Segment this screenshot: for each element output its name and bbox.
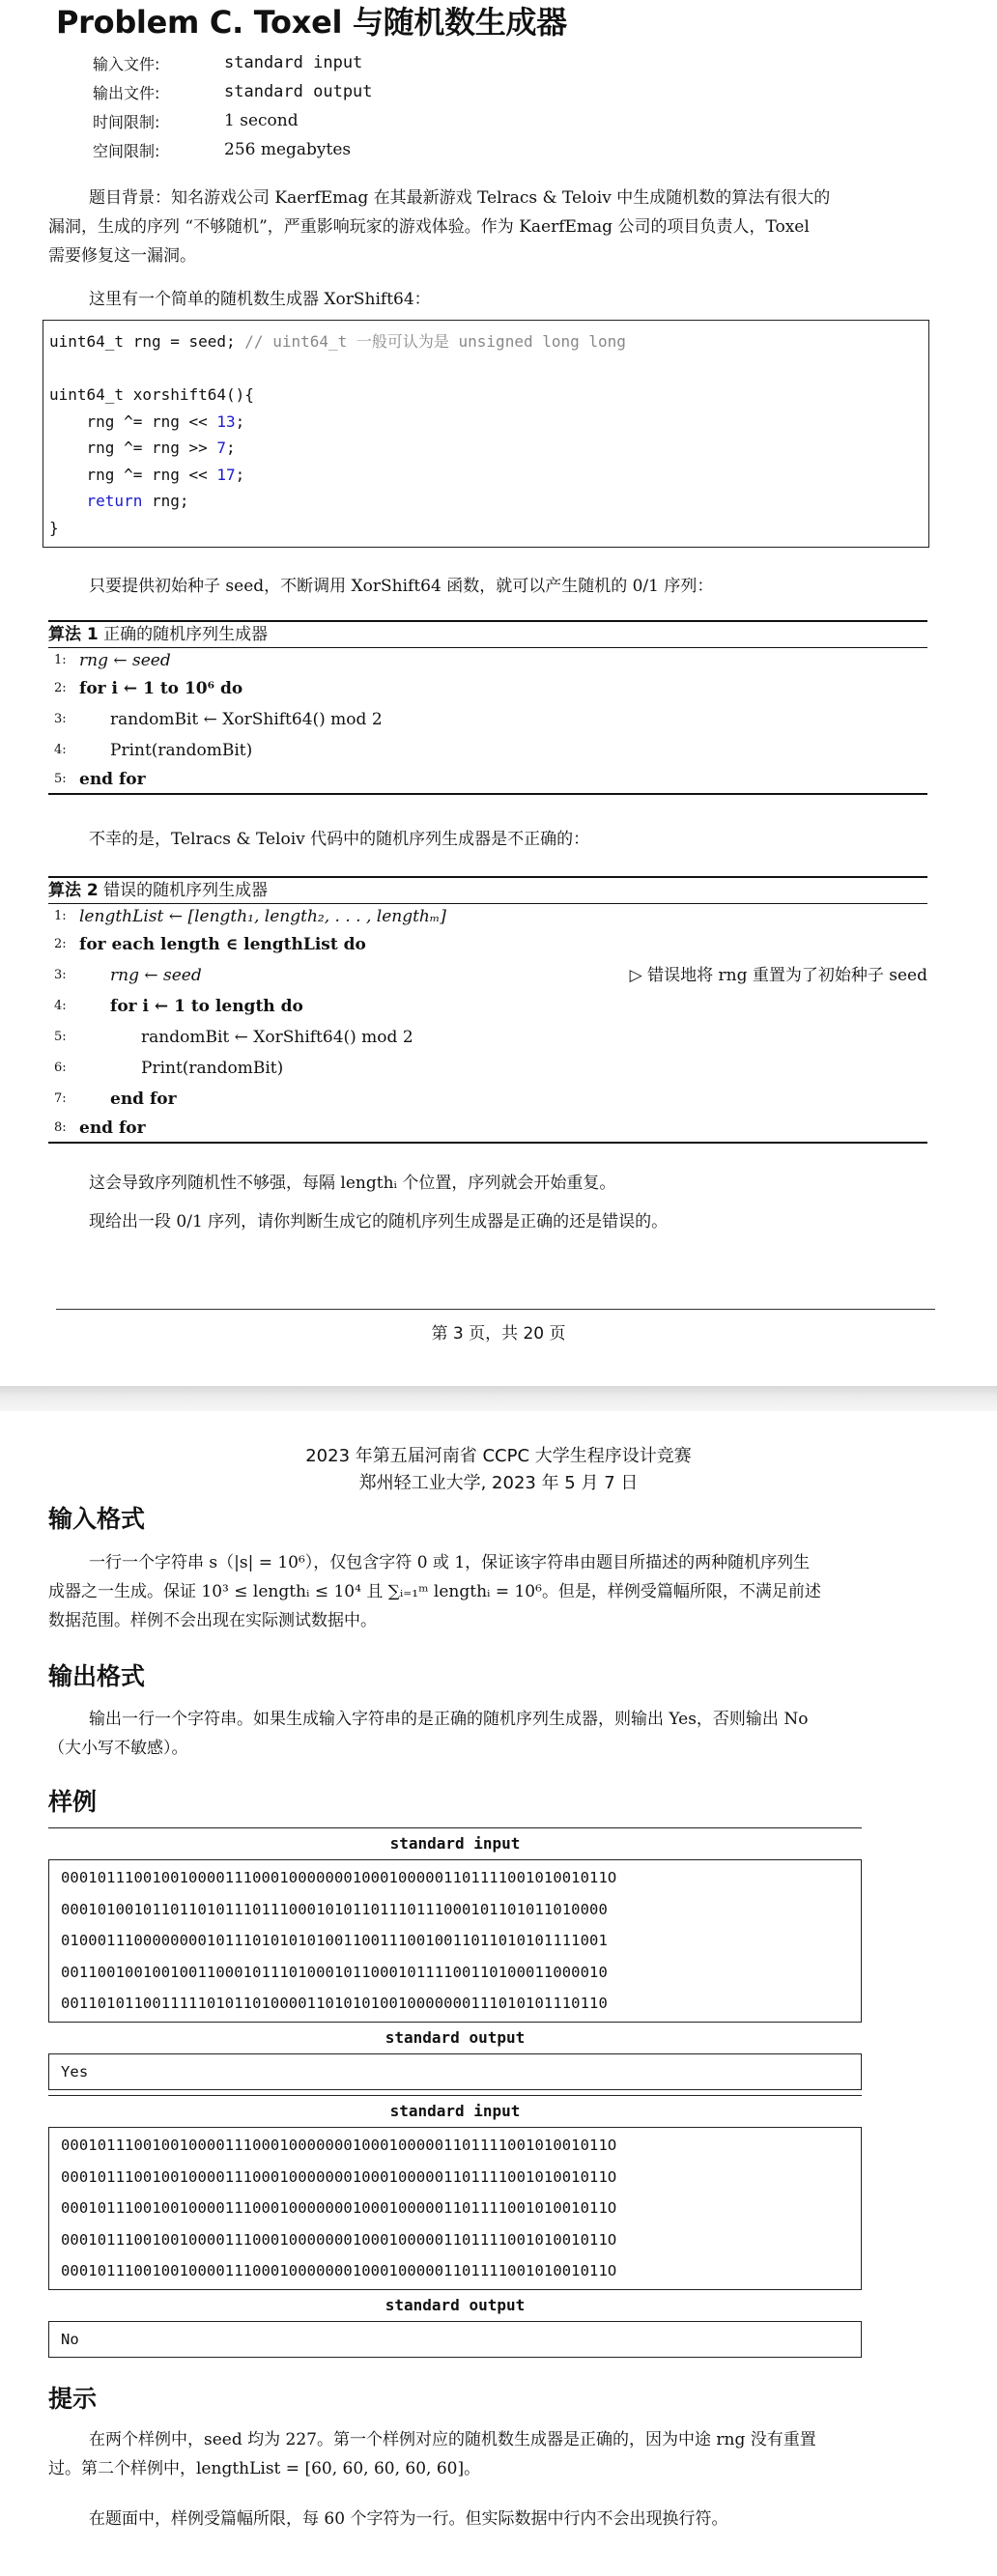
sample-line: 001100100100100110001011101000101100010111100110100011000010 [61, 1963, 608, 1981]
code-line: uint64_t xorshift64(){ [49, 385, 254, 404]
problem-meta [93, 48, 373, 164]
background-line: 题目背景：知名游戏公司 KaerfEmag 在其最新游戏 Telracs & Teloiv 中生成随机数的算法有很大的 [89, 188, 831, 208]
hint-paragraph: 在两个样例中，seed 均为 227。第一个样例对应的随机数生成器是正确的，因为中途 rng 没有重置 过。第二个样例中，lengthList = [60, 60, 60, 60, 60]。 [48, 2430, 816, 2478]
sample-line: 000101110010010000111000100000001000100000110111100101001011O [61, 2199, 617, 2217]
sample-line: 000101110010010000111000100000001000100000110111100101001011O [61, 2230, 617, 2249]
sample-input-label: standard input [48, 2095, 862, 2128]
meta-row [93, 135, 373, 164]
algorithm-caption: 算法 1 正确的随机序列生成器 [48, 625, 269, 644]
contest-subheader: 郑州轻工业大学, 2023 年 5 月 7 日 [358, 1473, 639, 1493]
sample-1 [48, 1827, 862, 2090]
sample-line: 000101001011011010111011100010101101110111000101101011010000 [61, 1900, 608, 1918]
algorithm-line: 2: for each length ∈ lengthList do [54, 935, 366, 954]
code-line [49, 355, 923, 382]
input-paragraph: 一行一个字符串 s（|s| = 10⁶），仅包含字符 0 或 1，保证该字符串由题目所描述的两种随机序列生 成器之一生成。保证 10³ ≤ lengthᵢ ≤ 10⁴ 且 ∑ᵢ₌₁ᵐ lengthᵢ = 10⁶。但是，样例受篇幅所限，不满足前述 数据范围。样例不会出现在实际测试数据中。 [48, 1553, 821, 1630]
code-comment: // uint64_t 一般可认为是 unsigned long long [244, 332, 626, 351]
algorithm-line: 3: rng ← seed ▷ 错误地将 rng 重置为了初始种子 seed [48, 960, 927, 991]
sample-line: 010001110000000010111010101010011001110010011011010101111001 [61, 1932, 608, 1949]
algorithm-comment: ▷ 错误地将 rng 重置为了初始种子 seed [629, 966, 927, 985]
sample-output [48, 2054, 862, 2091]
page-footer: 第 3 页，共 20 页 [431, 1324, 566, 1344]
code-line: rng ^= rng >> 7; [49, 439, 236, 457]
algorithm-line: 6: Print(randomBit) [54, 1059, 284, 1078]
sample-output-label: standard output [48, 2289, 862, 2322]
section-title-input: 输入格式 [48, 1505, 146, 1533]
code-line: uint64_t rng = seed; // uint64_t 一般可认为是 unsigned long long [49, 332, 626, 351]
algorithm-line: 1: lengthList ← [length₁, length₂, . . . , lengthₘ] [54, 907, 446, 926]
meta-row [93, 48, 373, 77]
section-title-samples: 样例 [48, 1788, 98, 1816]
output-paragraph: 输出一行一个字符串。如果生成输入字符串的是正确的随机序列生成器，则输出 Yes，否则输出 No （大小写不敏感）。 [48, 1710, 809, 1758]
sample-line: 000101110010010000111000100000001000100000110111100101001011O [61, 2262, 617, 2279]
task-text: 现给出一段 0/1 序列，请你判断生成它的随机序列生成器是正确的还是错误的。 [89, 1212, 669, 1231]
code-block [43, 320, 929, 548]
sample-input [48, 1860, 862, 2022]
sample-2 [48, 2095, 862, 2358]
meta-value: 256 megabytes [224, 140, 352, 159]
background-line: 漏洞，生成的序列 “不够随机”，严重影响玩家的游戏体验。作为 KaerfEmag 公司的项目负责人，Toxel [48, 217, 810, 237]
meta-label: 时间限制: [93, 112, 160, 131]
code-line: } [49, 518, 59, 537]
contest-header: 2023 年第五届河南省 CCPC 大学生程序设计竞赛 [305, 1446, 692, 1466]
code-line: rng ^= rng << 17; [49, 465, 245, 484]
sample-output [48, 2322, 862, 2359]
meta-value: standard input [224, 53, 363, 72]
meta-label: 输出文件: [93, 83, 160, 102]
meta-row [93, 77, 373, 106]
page-4 [0, 1411, 997, 2576]
meta-value: 1 second [224, 111, 299, 130]
algorithm-line: 5: end for [54, 770, 146, 789]
problem-title: Problem C. Toxel 与随机数生成器 [56, 4, 567, 41]
algorithm-caption: 算法 2 错误的随机序列生成器 [48, 881, 269, 900]
algorithm-2 [48, 876, 927, 1144]
section-title-hint: 提示 [48, 2385, 98, 2413]
intro-text: 这里有一个简单的随机数生成器 XorShift64： [89, 290, 431, 309]
section-title-output: 输出格式 [48, 1662, 146, 1690]
sample-line: 000101110010010000111000100000001000100000110111100101001011O [61, 2137, 617, 2154]
after-code-text: 只要提供初始种子 seed，不断调用 XorShift64 函数，就可以产生随机的 0/1 序列： [89, 577, 714, 596]
sample-output-value: No [61, 2330, 79, 2348]
algorithm-line: 4: for i ← 1 to length do [54, 997, 303, 1016]
page-separator [0, 1386, 997, 1411]
meta-label: 输入文件: [93, 54, 160, 73]
sample-output-label: standard output [48, 2022, 862, 2054]
unfortunate-text: 不幸的是，Telracs & Teloiv 代码中的随机序列生成器是不正确的： [89, 830, 590, 849]
background-paragraph [48, 184, 927, 270]
sample-input [48, 2128, 862, 2289]
algorithm-line: 3: randomBit ← XorShift64() mod 2 [54, 710, 383, 729]
algorithm-line: 8: end for [54, 1118, 146, 1138]
code-line: rng ^= rng << 13; [49, 411, 245, 431]
code-line: return rng; [86, 492, 189, 510]
meta-row [93, 106, 373, 135]
hint-note: 在题面中，样例受篇幅所限，每 60 个字符为一行。但实际数据中行内不会出现换行符。 [89, 2509, 728, 2529]
algorithm-line: 4: Print(randomBit) [54, 741, 253, 760]
algorithm-line: 5: randomBit ← XorShift64() mod 2 [54, 1028, 413, 1047]
footer-divider [56, 1309, 935, 1310]
background-line: 需要修复这一漏洞。 [48, 246, 196, 266]
algorithm-1 [48, 620, 927, 795]
algorithm-line: 2: for i ← 1 to 10⁶ do [54, 679, 243, 698]
sample-line: 001101011001111101011010000110101010010000000111010101110110 [61, 1995, 608, 2012]
sample-output-value: Yes [61, 2062, 89, 2081]
sample-line: 000101110010010000111000100000001000100000110111100101001011O [61, 1869, 617, 1886]
algorithm-line: 1: rng ← seed [54, 651, 171, 670]
meta-label: 空间限制: [93, 141, 160, 160]
meta-value: standard output [224, 82, 373, 101]
algorithm-line: 7: end for [54, 1090, 177, 1109]
sample-input-label: standard input [48, 1827, 862, 1860]
sample-line: 000101110010010000111000100000001000100000110111100101001011O [61, 2167, 617, 2186]
consequence-text: 这会导致序列随机性不够强，每隔 lengthᵢ 个位置，序列就会开始重复。 [89, 1174, 616, 1193]
